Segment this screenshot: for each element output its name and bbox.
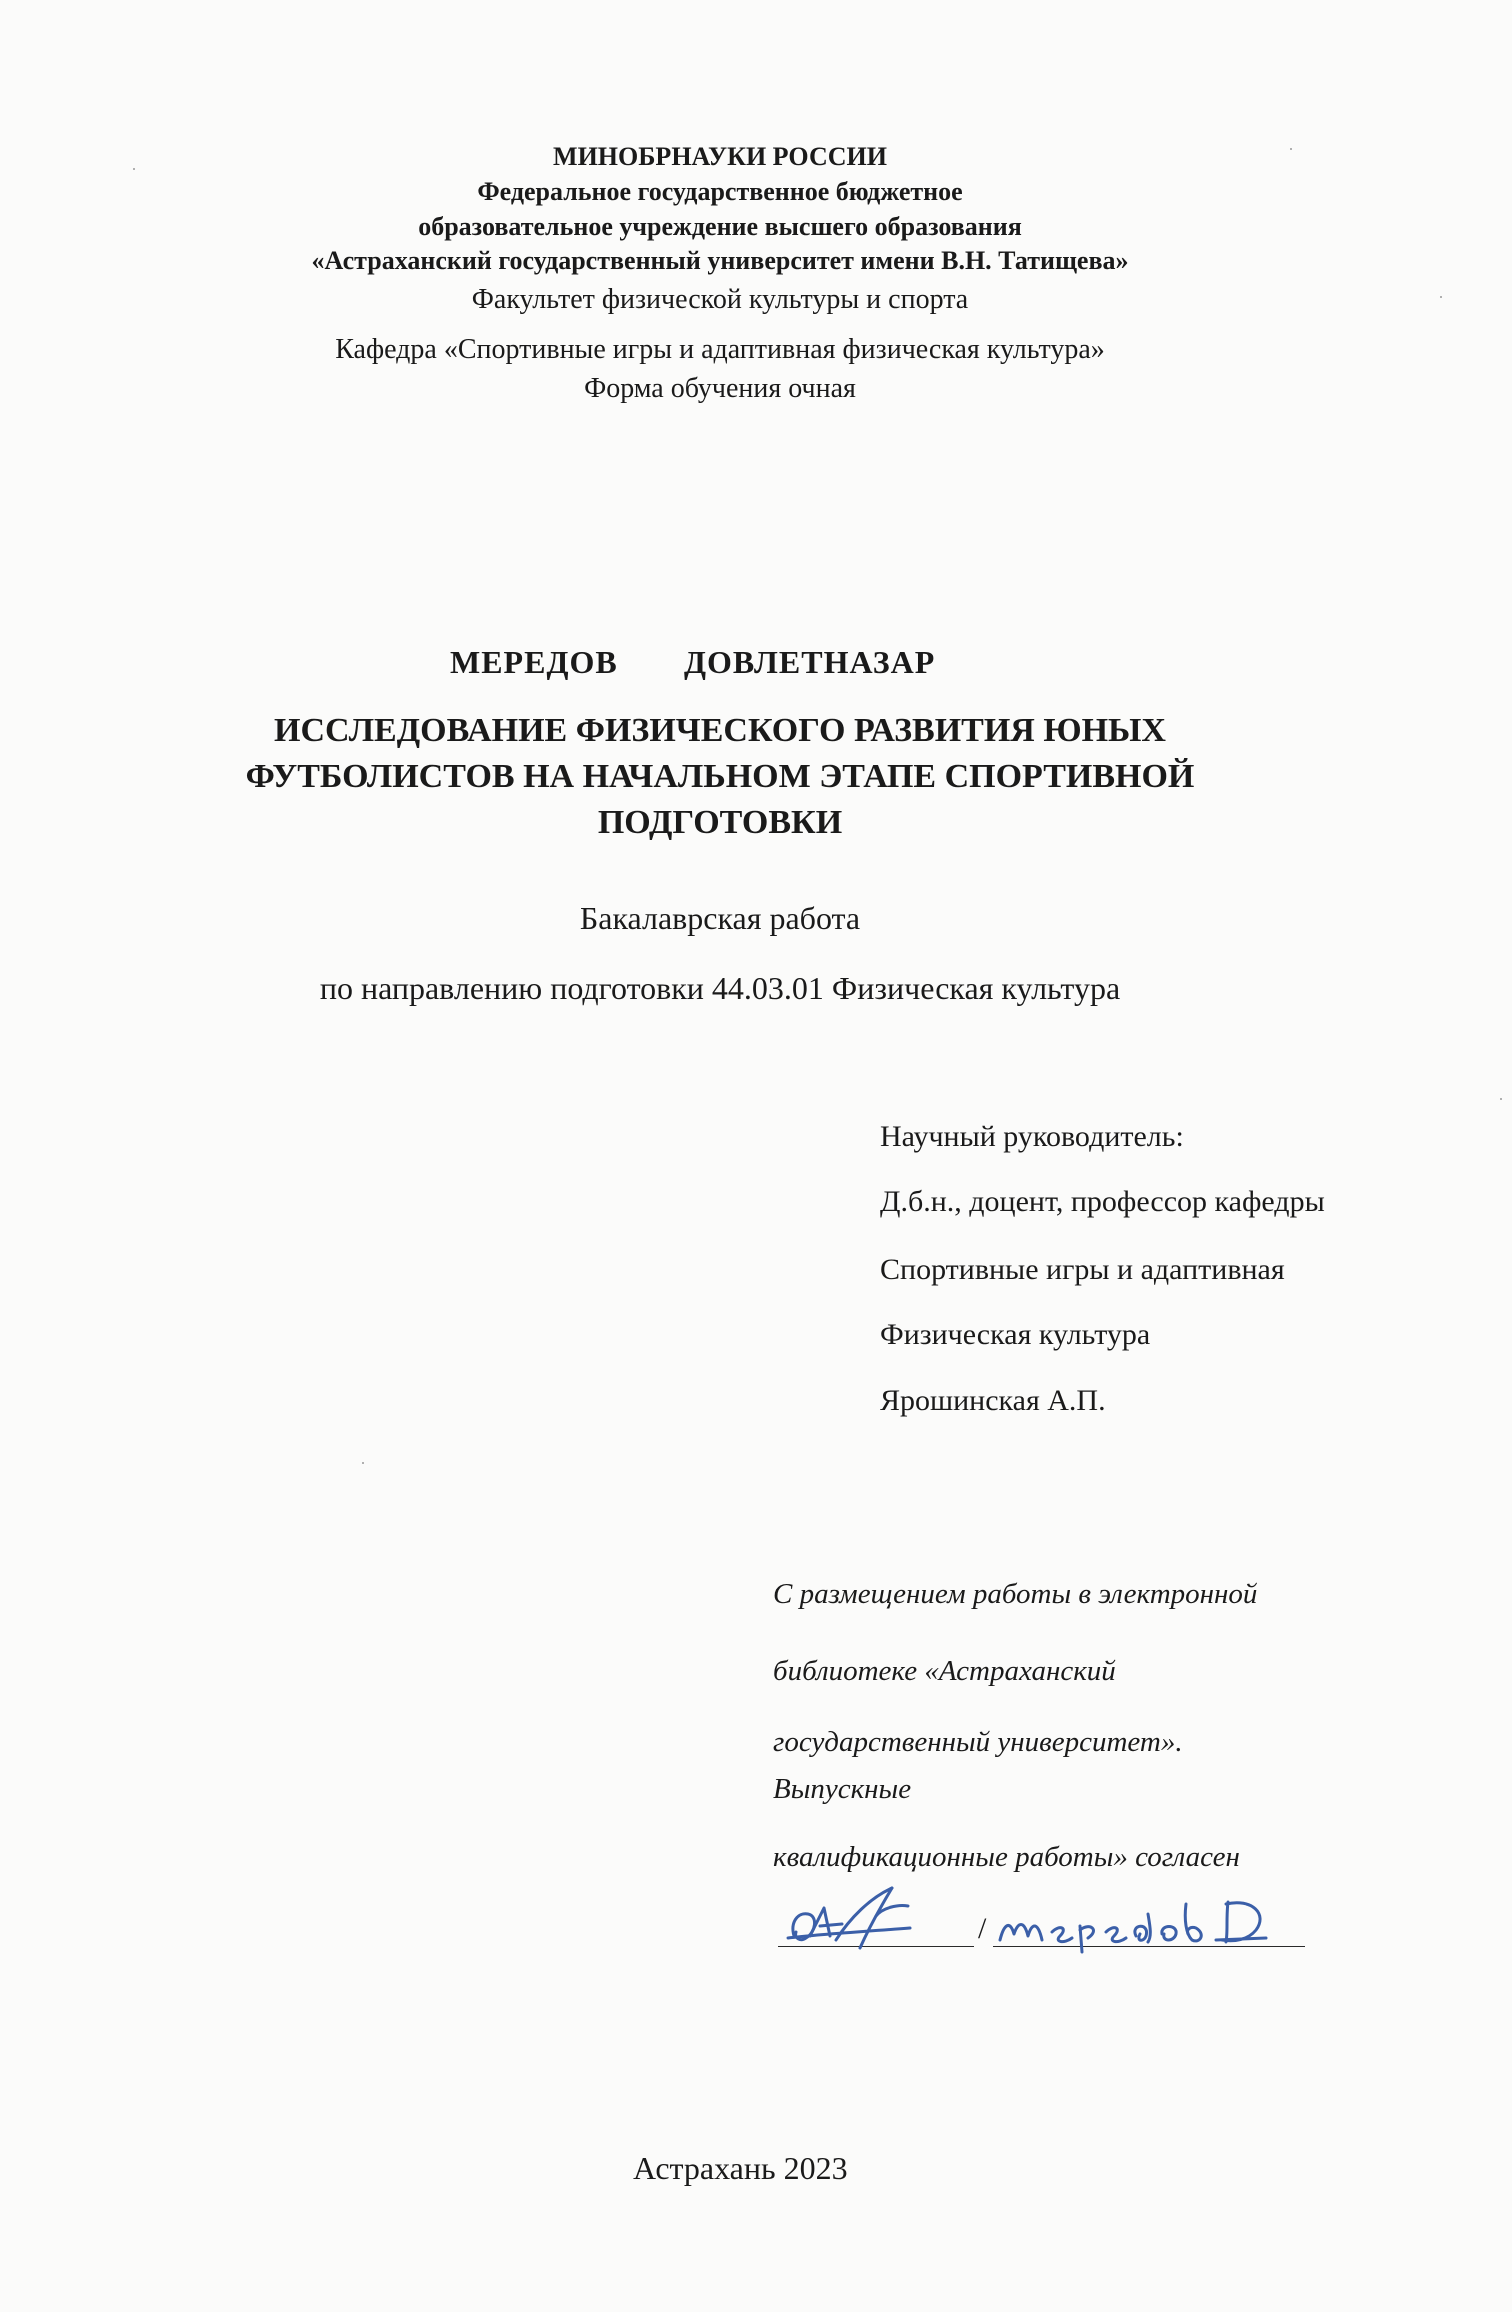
permission-line-5: квалификационные работы» согласен xyxy=(773,1841,1240,1873)
study-form: Форма обучения очная xyxy=(584,373,856,404)
thesis-title-line-1: ИССЛЕДОВАНИЕ ФИЗИЧЕСКОГО РАЗВИТИЯ ЮНЫХ xyxy=(274,712,1166,749)
author-given-name: ДОВЛЕТНАЗАР xyxy=(684,644,936,680)
study-direction: по направлению подготовки 44.03.01 Физическая культура xyxy=(319,970,1121,1006)
handwritten-name-icon xyxy=(990,1884,1310,1954)
scan-speck xyxy=(1290,148,1292,150)
author-surname: МЕРЕДОВ xyxy=(450,644,618,680)
institution-line-1: Федеральное государственное бюджетное xyxy=(477,177,963,206)
permission-line-1: С размещением работы в электронной xyxy=(773,1578,1258,1610)
supervisor-position-line-1: Д.б.н., доцент, профессор кафедры xyxy=(880,1185,1325,1218)
university-name: «Астраханский государственный университет имени В.Н. Татищева» xyxy=(311,246,1129,275)
thesis-title-line-2: ФУТБОЛИСТОВ НА НАЧАЛЬНОМ ЭТАПЕ СПОРТИВНОЙ xyxy=(245,758,1195,795)
supervisor-label: Научный руководитель: xyxy=(880,1120,1184,1153)
city-year: Астрахань 2023 xyxy=(633,2150,848,2186)
scan-speck xyxy=(362,1462,364,1464)
signature-slash: / xyxy=(978,1912,987,1945)
faculty-name: Факультет физической культуры и спорта xyxy=(471,284,969,315)
handwritten-signature-icon xyxy=(780,1878,980,1958)
permission-line-3: государственный университет». xyxy=(773,1726,1183,1758)
institution-line-2: образовательное учреждение высшего образования xyxy=(418,212,1022,241)
permission-line-4: Выпускные xyxy=(773,1773,912,1805)
department-name: Кафедра «Спортивные игры и адаптивная физическая культура» xyxy=(335,334,1105,365)
supervisor-name: Ярошинская А.П. xyxy=(880,1384,1106,1417)
supervisor-position-line-2: Спортивные игры и адаптивная xyxy=(880,1253,1285,1286)
scan-speck xyxy=(1500,1098,1502,1100)
thesis-title-line-3: ПОДГОТОВКИ xyxy=(597,804,843,841)
ministry-name: МИНОБРНАУКИ РОССИИ xyxy=(553,142,887,171)
supervisor-position-line-3: Физическая культура xyxy=(880,1318,1151,1351)
scan-speck xyxy=(133,168,135,170)
scan-speck xyxy=(1440,296,1442,298)
permission-line-2: библиотеке «Астраханский xyxy=(773,1655,1116,1687)
work-type: Бакалаврская работа xyxy=(579,900,861,936)
